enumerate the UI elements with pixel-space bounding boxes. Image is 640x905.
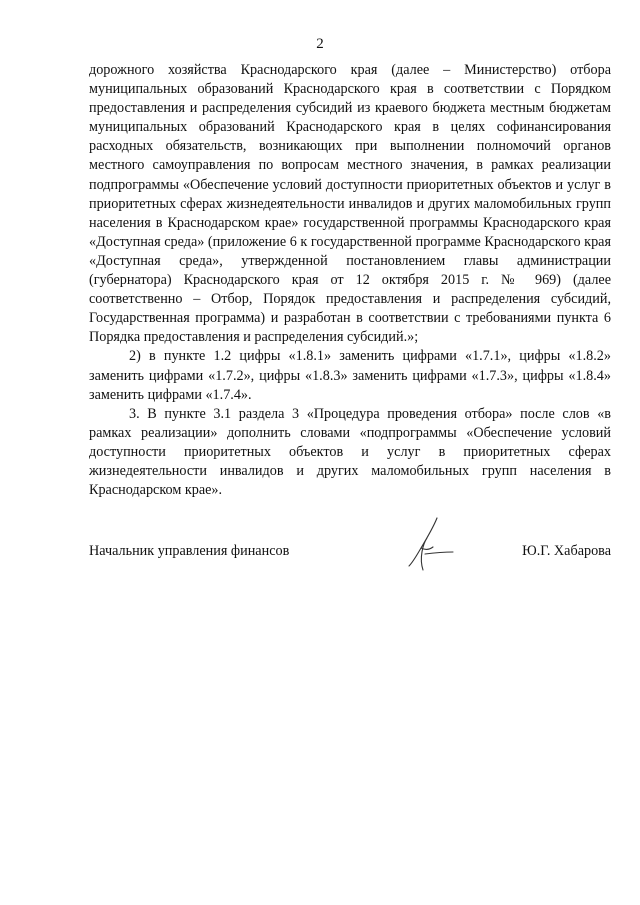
signature-block [89, 514, 611, 574]
document-body [89, 61, 611, 500]
paragraph-item-2: 2) в пункте 1.2 цифры «1.8.1» заменить цифрами «1.7.1», цифры «1.8.2» заменить цифрами «1.7.2», цифры «1.8.3» заменить цифрами «1.7.3», цифры «1.8.4» заменить цифрами «1.7.4». [89, 348, 611, 403]
paragraph-item-3: 3. В пункте 3.1 раздела 3 «Процедура проведения отбора» после слов «в рамках реализации» дополнить словами «подпрограммы «Обеспечение условий доступности приоритетных объектов и услуг в приоритетных сферах жизнедеятельности инвалидов и других маломобильных групп населения в Краснодарском крае». [89, 405, 611, 499]
signatory-name: Ю.Г. Хабарова [522, 543, 611, 559]
handwritten-signature [403, 514, 463, 574]
page-number: 2 [316, 36, 324, 52]
signatory-title: Начальник управления финансов [89, 543, 290, 559]
paragraph-continuation: дорожного хозяйства Краснодарского края (далее – Министерство) отбора муниципальных образований Краснодарского края в соответствии с Порядком предоставления и распределения субсидий из краевого бюджета местным бюджетам муниципальных образований Краснодарского края в целях софинансирования расходных обязательств, возникающих при выполнении полномочий органов местного самоуправления по вопросам местного значения, в рамках реализации подпрограммы «Обеспечение условий доступности приоритетных объектов и услуг в приоритетных сферах жизнедеятельности инвалидов и других маломобильных групп населения в Краснодарском крае» государственной программы Краснодарского края «Доступная среда» (приложение 6 к государственной программе Краснодарского края «Доступная среда», утвержденной постановлением главы администрации (губернатора) Краснодарского края от 12 октября 2015 г. № 969) (далее соответственно – Отбор, Порядок предоставления и распределения субсидий, Государственная программа) и разработан в соответствии с требованиями пункта 6 Порядка предоставления и распределения субсидий.»; [89, 62, 611, 346]
